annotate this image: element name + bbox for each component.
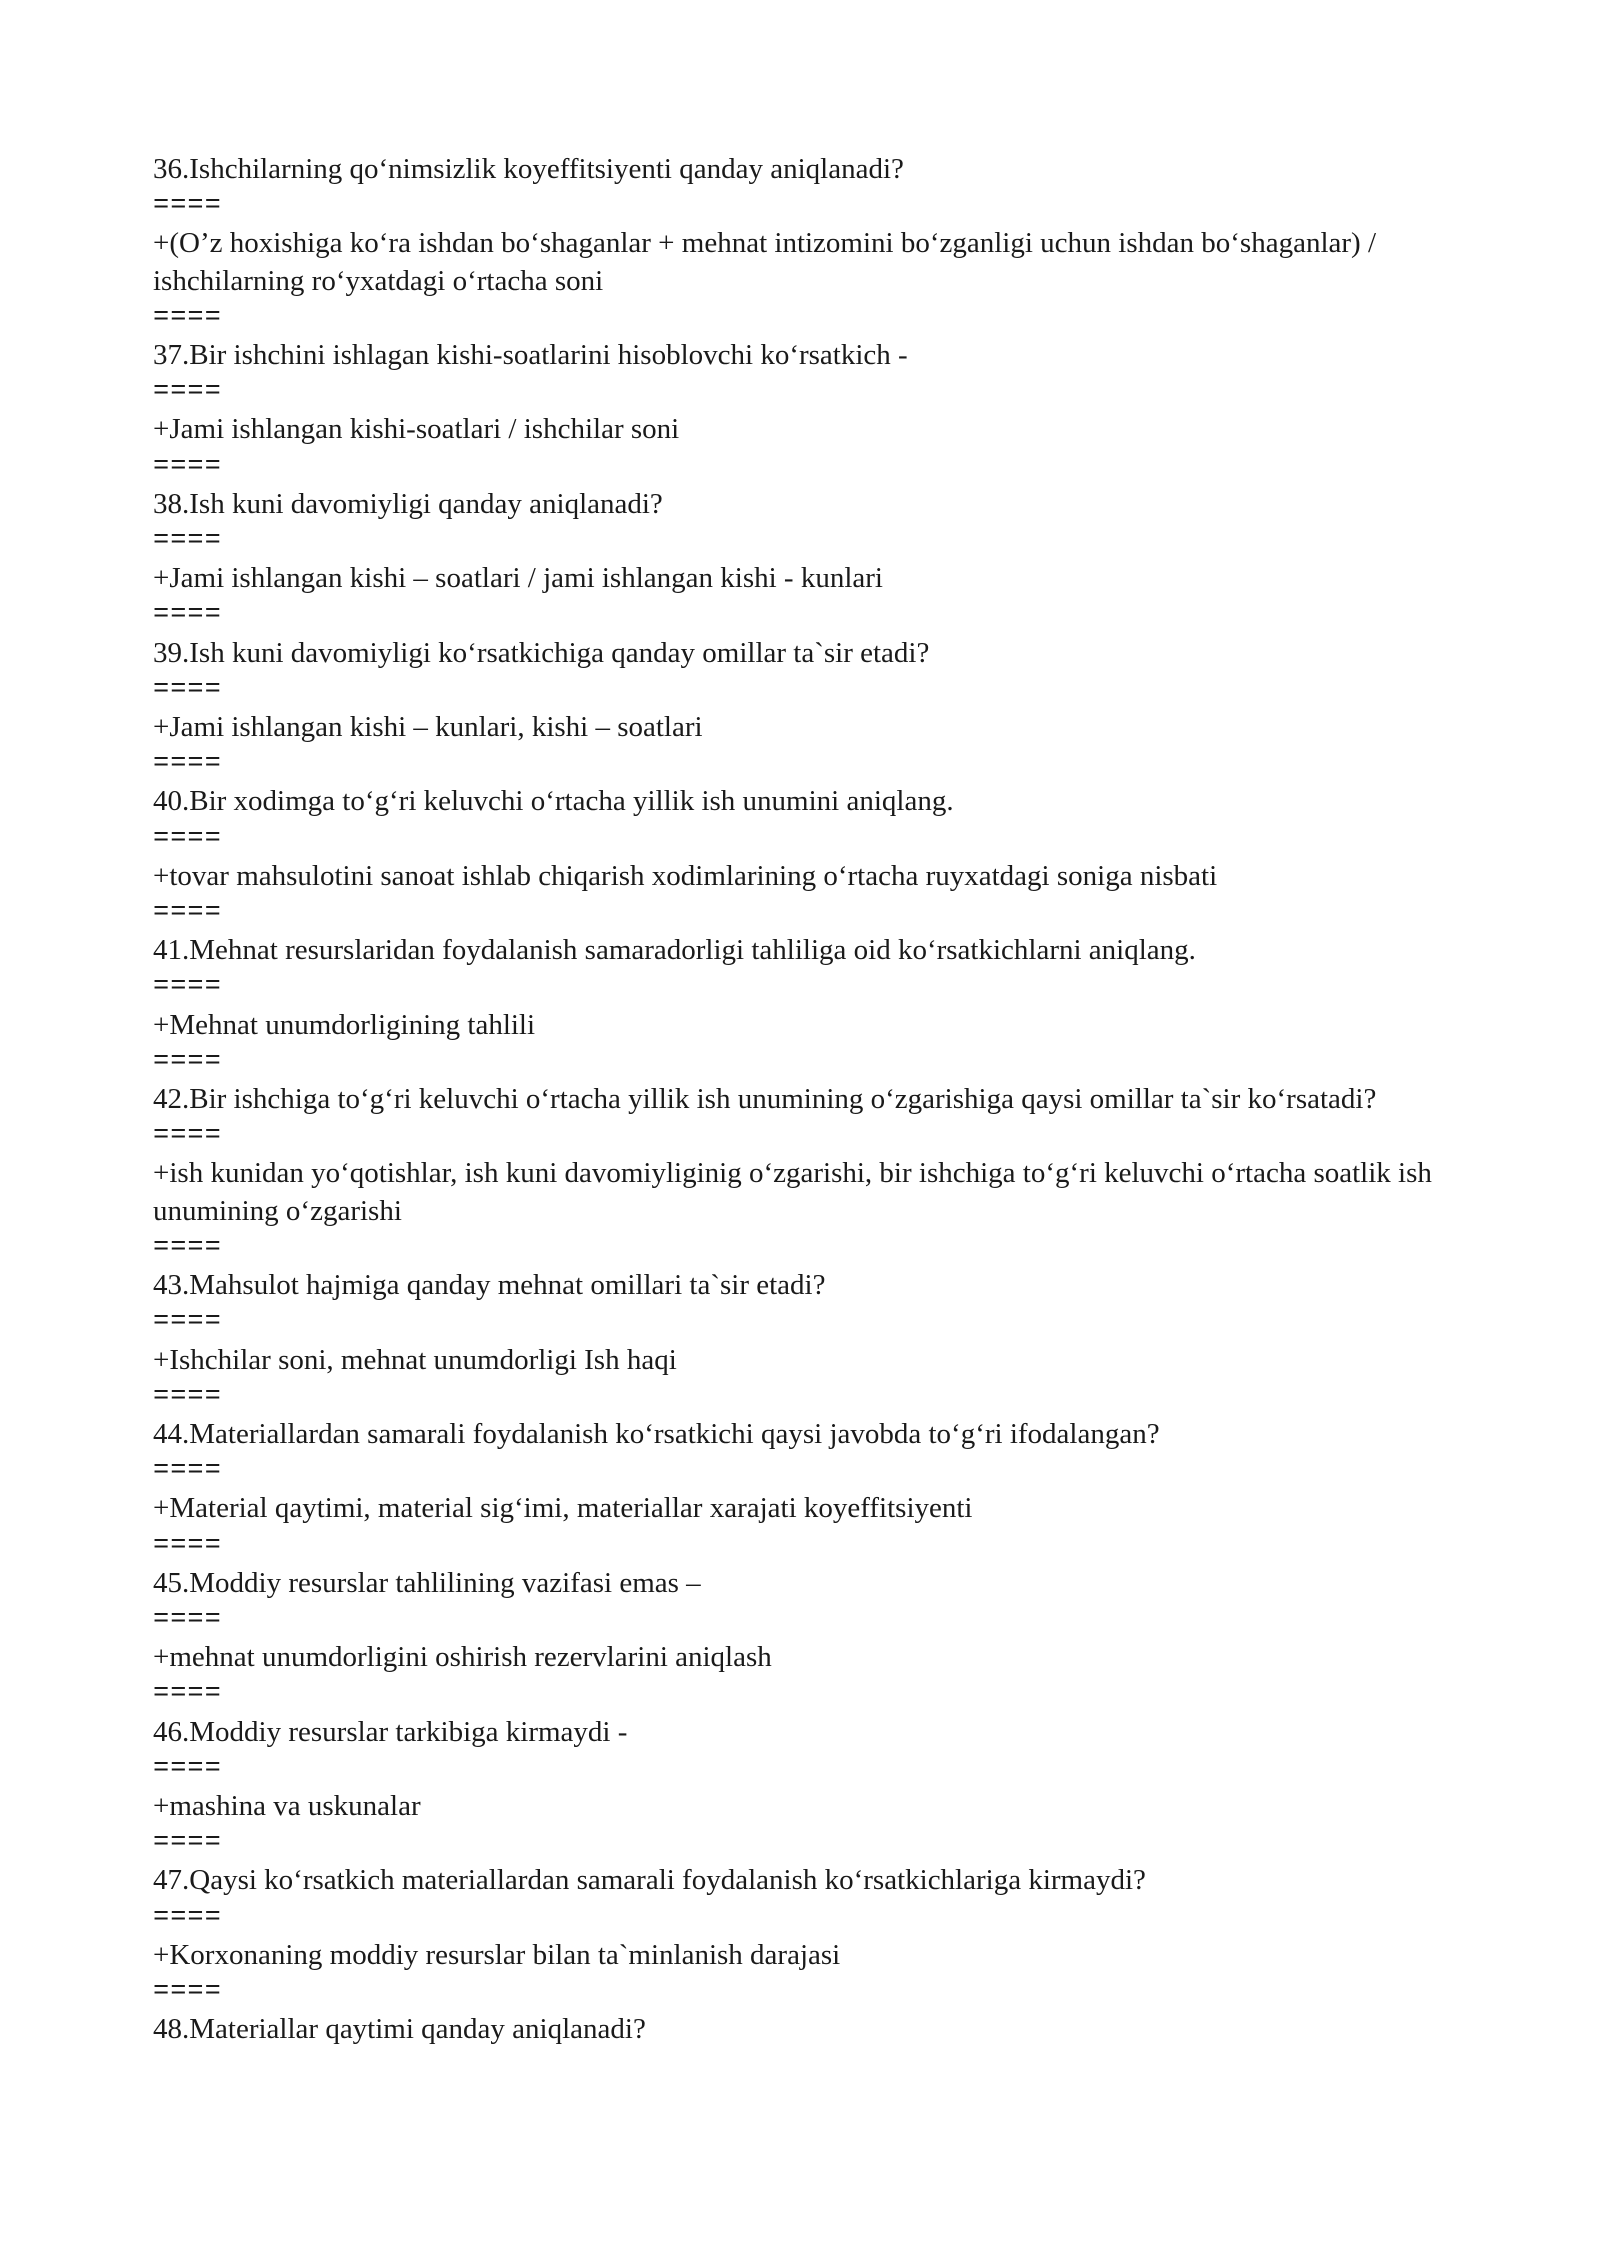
answer-line: +ish kunidan yo‘qotishlar, ish kuni davomiyliginig o‘zgarishi, bir ishchiga to‘g‘ri keluvchi o‘rtacha soatlik ish unumining o‘zgarishi (153, 1157, 1432, 1227)
question-line: 38.Ish kuni davomiyligi qanday aniqlanadi? (153, 487, 663, 520)
separator-line: ==== (153, 1530, 222, 1561)
answer-line: +Ishchilar soni, mehnat unumdorligi Ish haqi (153, 1343, 677, 1376)
separator-line: ==== (153, 1976, 222, 2007)
question-line: 40.Bir xodimga to‘g‘ri keluvchi o‘rtacha yillik ish unumini aniqlang. (153, 785, 954, 818)
question-line: 37.Bir ishchini ishlagan kishi-soatlarini hisoblovchi ko‘rsatkich - (153, 339, 908, 372)
answer-line: +(O’z hoxishiga ko‘ra ishdan bo‘shaganlar + mehnat intizomini bo‘zganligi uchun ishdan bo‘shaganlar) / ishchilarning ro‘yxatdagi o‘rtacha soni (153, 227, 1376, 297)
separator-line: ==== (153, 1456, 222, 1487)
answer-line: +mashina va uskunalar (153, 1789, 421, 1822)
separator-line: ==== (153, 1232, 222, 1263)
separator-line: ==== (153, 377, 222, 408)
separator-line: ==== (153, 451, 222, 482)
answer-line: +Jami ishlangan kishi – soatlari / jami ishlangan kishi - kunlari (153, 562, 883, 595)
question-line: 41.Mehnat resurslaridan foydalanish samaradorligi tahliliga oid ko‘rsatkichlarni aniqlang. (153, 934, 1196, 967)
document-body (153, 151, 1453, 2048)
answer-line: +Mehnat unumdorligining tahlili (153, 1008, 536, 1041)
separator-line: ==== (153, 1828, 222, 1859)
separator-line: ==== (153, 302, 222, 333)
question-line: 46.Moddiy resurslar tarkibiga kirmaydi - (153, 1715, 628, 1748)
answer-line: +Korxonaning moddiy resurslar bilan ta`minlanish darajasi (153, 1938, 841, 1971)
separator-line: ==== (153, 972, 222, 1003)
question-line: 48.Materiallar qaytimi qanday aniqlanadi? (153, 2013, 646, 2046)
separator-line: ==== (153, 674, 222, 705)
separator-line: ==== (153, 749, 222, 780)
separator-line: ==== (153, 600, 222, 631)
separator-line: ==== (153, 1307, 222, 1338)
question-line: 47.Qaysi ko‘rsatkich materiallardan samarali foydalanish ko‘rsatkichlariga kirmaydi? (153, 1864, 1146, 1897)
answer-line: +Material qaytimi, material sig‘imi, materiallar xarajati koyeffitsiyenti (153, 1492, 973, 1525)
question-line: 42.Bir ishchiga to‘g‘ri keluvchi o‘rtacha yillik ish unumining o‘zgarishiga qaysi omillar ta`sir ko‘rsatadi? (153, 1083, 1377, 1116)
question-line: 36.Ishchilarning qo‘nimsizlik koyeffitsiyenti qanday aniqlanadi? (153, 153, 904, 185)
answer-line: +Jami ishlangan kishi-soatlari / ishchilar soni (153, 413, 680, 446)
separator-line: ==== (153, 1679, 222, 1710)
answer-line: +mehnat unumdorligini oshirish rezervlarini aniqlash (153, 1641, 772, 1674)
question-line: 43.Mahsulot hajmiga qanday mehnat omillari ta`sir etadi? (153, 1269, 826, 1302)
separator-line: ==== (153, 898, 222, 929)
separator-line: ==== (153, 1046, 222, 1077)
question-line: 39.Ish kuni davomiyligi ko‘rsatkichiga qanday omillar ta`sir etadi? (153, 636, 930, 669)
separator-line: ==== (153, 1381, 222, 1412)
separator-line: ==== (153, 1121, 222, 1152)
answer-line: +Jami ishlangan kishi – kunlari, kishi – soatlari (153, 711, 703, 744)
question-line: 44.Materiallardan samarali foydalanish ko‘rsatkichi qaysi javobda to‘g‘ri ifodalangan? (153, 1417, 1160, 1450)
question-line: 45.Moddiy resurslar tahlilining vazifasi emas – (153, 1566, 701, 1599)
separator-line: ==== (153, 1604, 222, 1635)
separator-line: ==== (153, 1753, 222, 1784)
separator-line: ==== (153, 191, 222, 222)
separator-line: ==== (153, 823, 222, 854)
answer-line: +tovar mahsulotini sanoat ishlab chiqarish xodimlarining o‘rtacha ruyxatdagi soniga nisbati (153, 859, 1218, 892)
separator-line: ==== (153, 526, 222, 557)
separator-line: ==== (153, 1902, 222, 1933)
